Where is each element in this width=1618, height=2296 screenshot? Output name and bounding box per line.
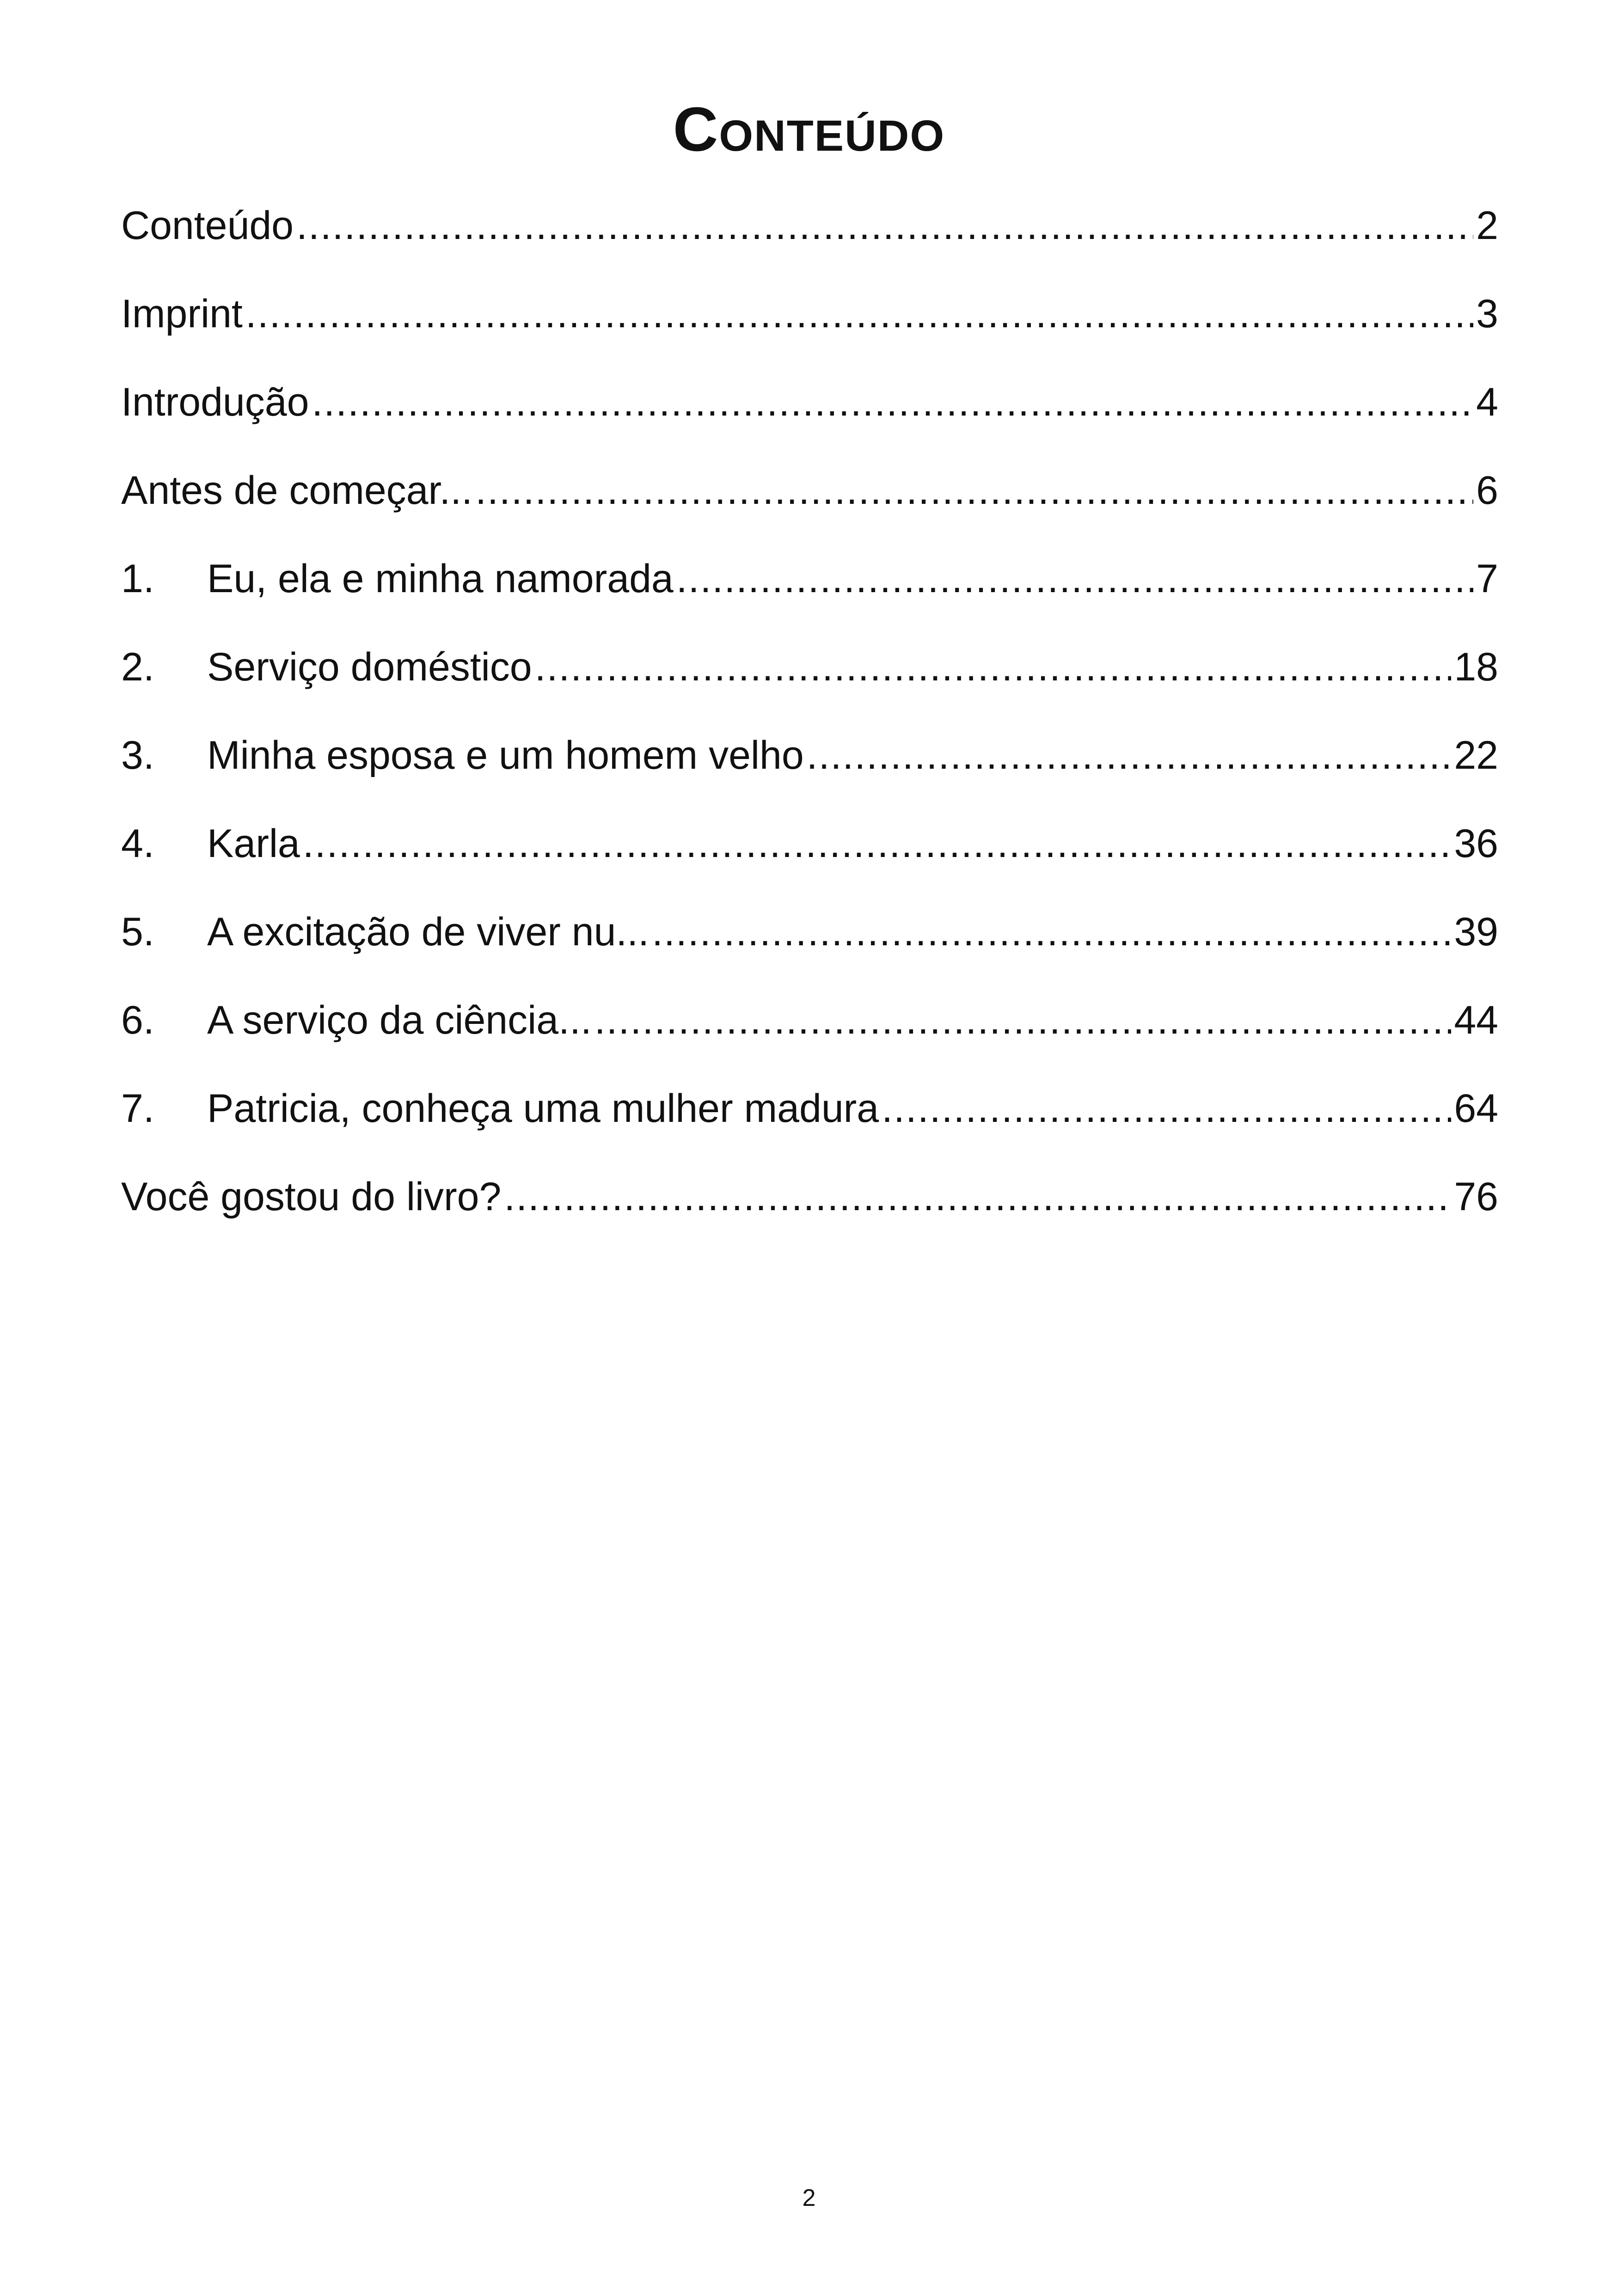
toc-page-number: 76 bbox=[1454, 1175, 1498, 1219]
toc-entry-label: Karla bbox=[207, 821, 300, 866]
toc-leader bbox=[594, 992, 1452, 1048]
toc-page-number: 39 bbox=[1454, 910, 1498, 954]
toc-entry-label: Introdução bbox=[121, 380, 309, 424]
toc-entry-label: Serviço doméstico bbox=[207, 645, 532, 689]
toc-entry-label: Patricia, conheça uma mulher madura bbox=[207, 1086, 879, 1131]
toc-leader bbox=[296, 198, 1473, 253]
toc-entry[interactable] bbox=[121, 904, 1498, 992]
toc-entry-label: A serviço da ciência... bbox=[207, 998, 592, 1042]
toc-leader bbox=[504, 1169, 1451, 1225]
chapter-number: 1. bbox=[121, 557, 154, 601]
toc-entry[interactable] bbox=[121, 286, 1498, 374]
toc-leader bbox=[807, 728, 1452, 783]
toc-entry[interactable] bbox=[121, 374, 1498, 463]
toc-page-number: 3 bbox=[1476, 292, 1498, 336]
toc-leader bbox=[676, 551, 1473, 606]
toc-entry[interactable] bbox=[121, 1081, 1498, 1169]
toc-page-number: 2 bbox=[1476, 203, 1498, 248]
toc-page-number: 44 bbox=[1454, 998, 1498, 1042]
toc-leader bbox=[882, 1081, 1451, 1136]
toc-leader bbox=[312, 374, 1473, 430]
toc-entry-label: Antes de começar... bbox=[121, 468, 473, 513]
toc-entry-label: Conteúdo bbox=[121, 203, 294, 248]
toc-leader bbox=[245, 286, 1473, 342]
toc-leader bbox=[652, 904, 1451, 960]
toc-page-number: 36 bbox=[1454, 821, 1498, 866]
toc-page-number: 22 bbox=[1454, 733, 1498, 778]
toc-entry-label: Minha esposa e um homem velho bbox=[207, 733, 804, 778]
toc-entry[interactable] bbox=[121, 551, 1498, 639]
toc-entry-label: Você gostou do livro? bbox=[121, 1175, 502, 1219]
toc-entry-label: Imprint bbox=[121, 292, 243, 336]
page-number: 2 bbox=[802, 2185, 816, 2211]
toc-entry[interactable] bbox=[121, 639, 1498, 728]
toc-entry[interactable] bbox=[121, 198, 1498, 286]
chapter-number: 7. bbox=[121, 1086, 154, 1131]
toc-entry-label: A excitação de viver nu... bbox=[207, 910, 650, 954]
toc-page-number: 4 bbox=[1476, 380, 1498, 424]
chapter-number: 5. bbox=[121, 910, 154, 954]
toc-page-number: 6 bbox=[1476, 468, 1498, 513]
table-of-contents bbox=[121, 198, 1498, 1257]
toc-page-number: 64 bbox=[1454, 1086, 1498, 1131]
toc-entry[interactable] bbox=[121, 728, 1498, 816]
toc-leader bbox=[535, 639, 1452, 695]
toc-entry-label: Eu, ela e minha namorada bbox=[207, 557, 674, 601]
page-title: Conteúdo bbox=[673, 94, 945, 164]
toc-entry[interactable] bbox=[121, 816, 1498, 904]
chapter-number: 2. bbox=[121, 645, 154, 689]
toc-entry[interactable] bbox=[121, 463, 1498, 551]
toc-page-number: 7 bbox=[1476, 557, 1498, 601]
chapter-number: 6. bbox=[121, 998, 154, 1042]
chapter-number: 3. bbox=[121, 733, 154, 778]
chapter-number: 4. bbox=[121, 821, 154, 866]
toc-page-number: 18 bbox=[1454, 645, 1498, 689]
toc-leader bbox=[303, 816, 1452, 871]
toc-leader bbox=[475, 463, 1473, 518]
toc-entry[interactable] bbox=[121, 1169, 1498, 1257]
toc-entry[interactable] bbox=[121, 992, 1498, 1081]
